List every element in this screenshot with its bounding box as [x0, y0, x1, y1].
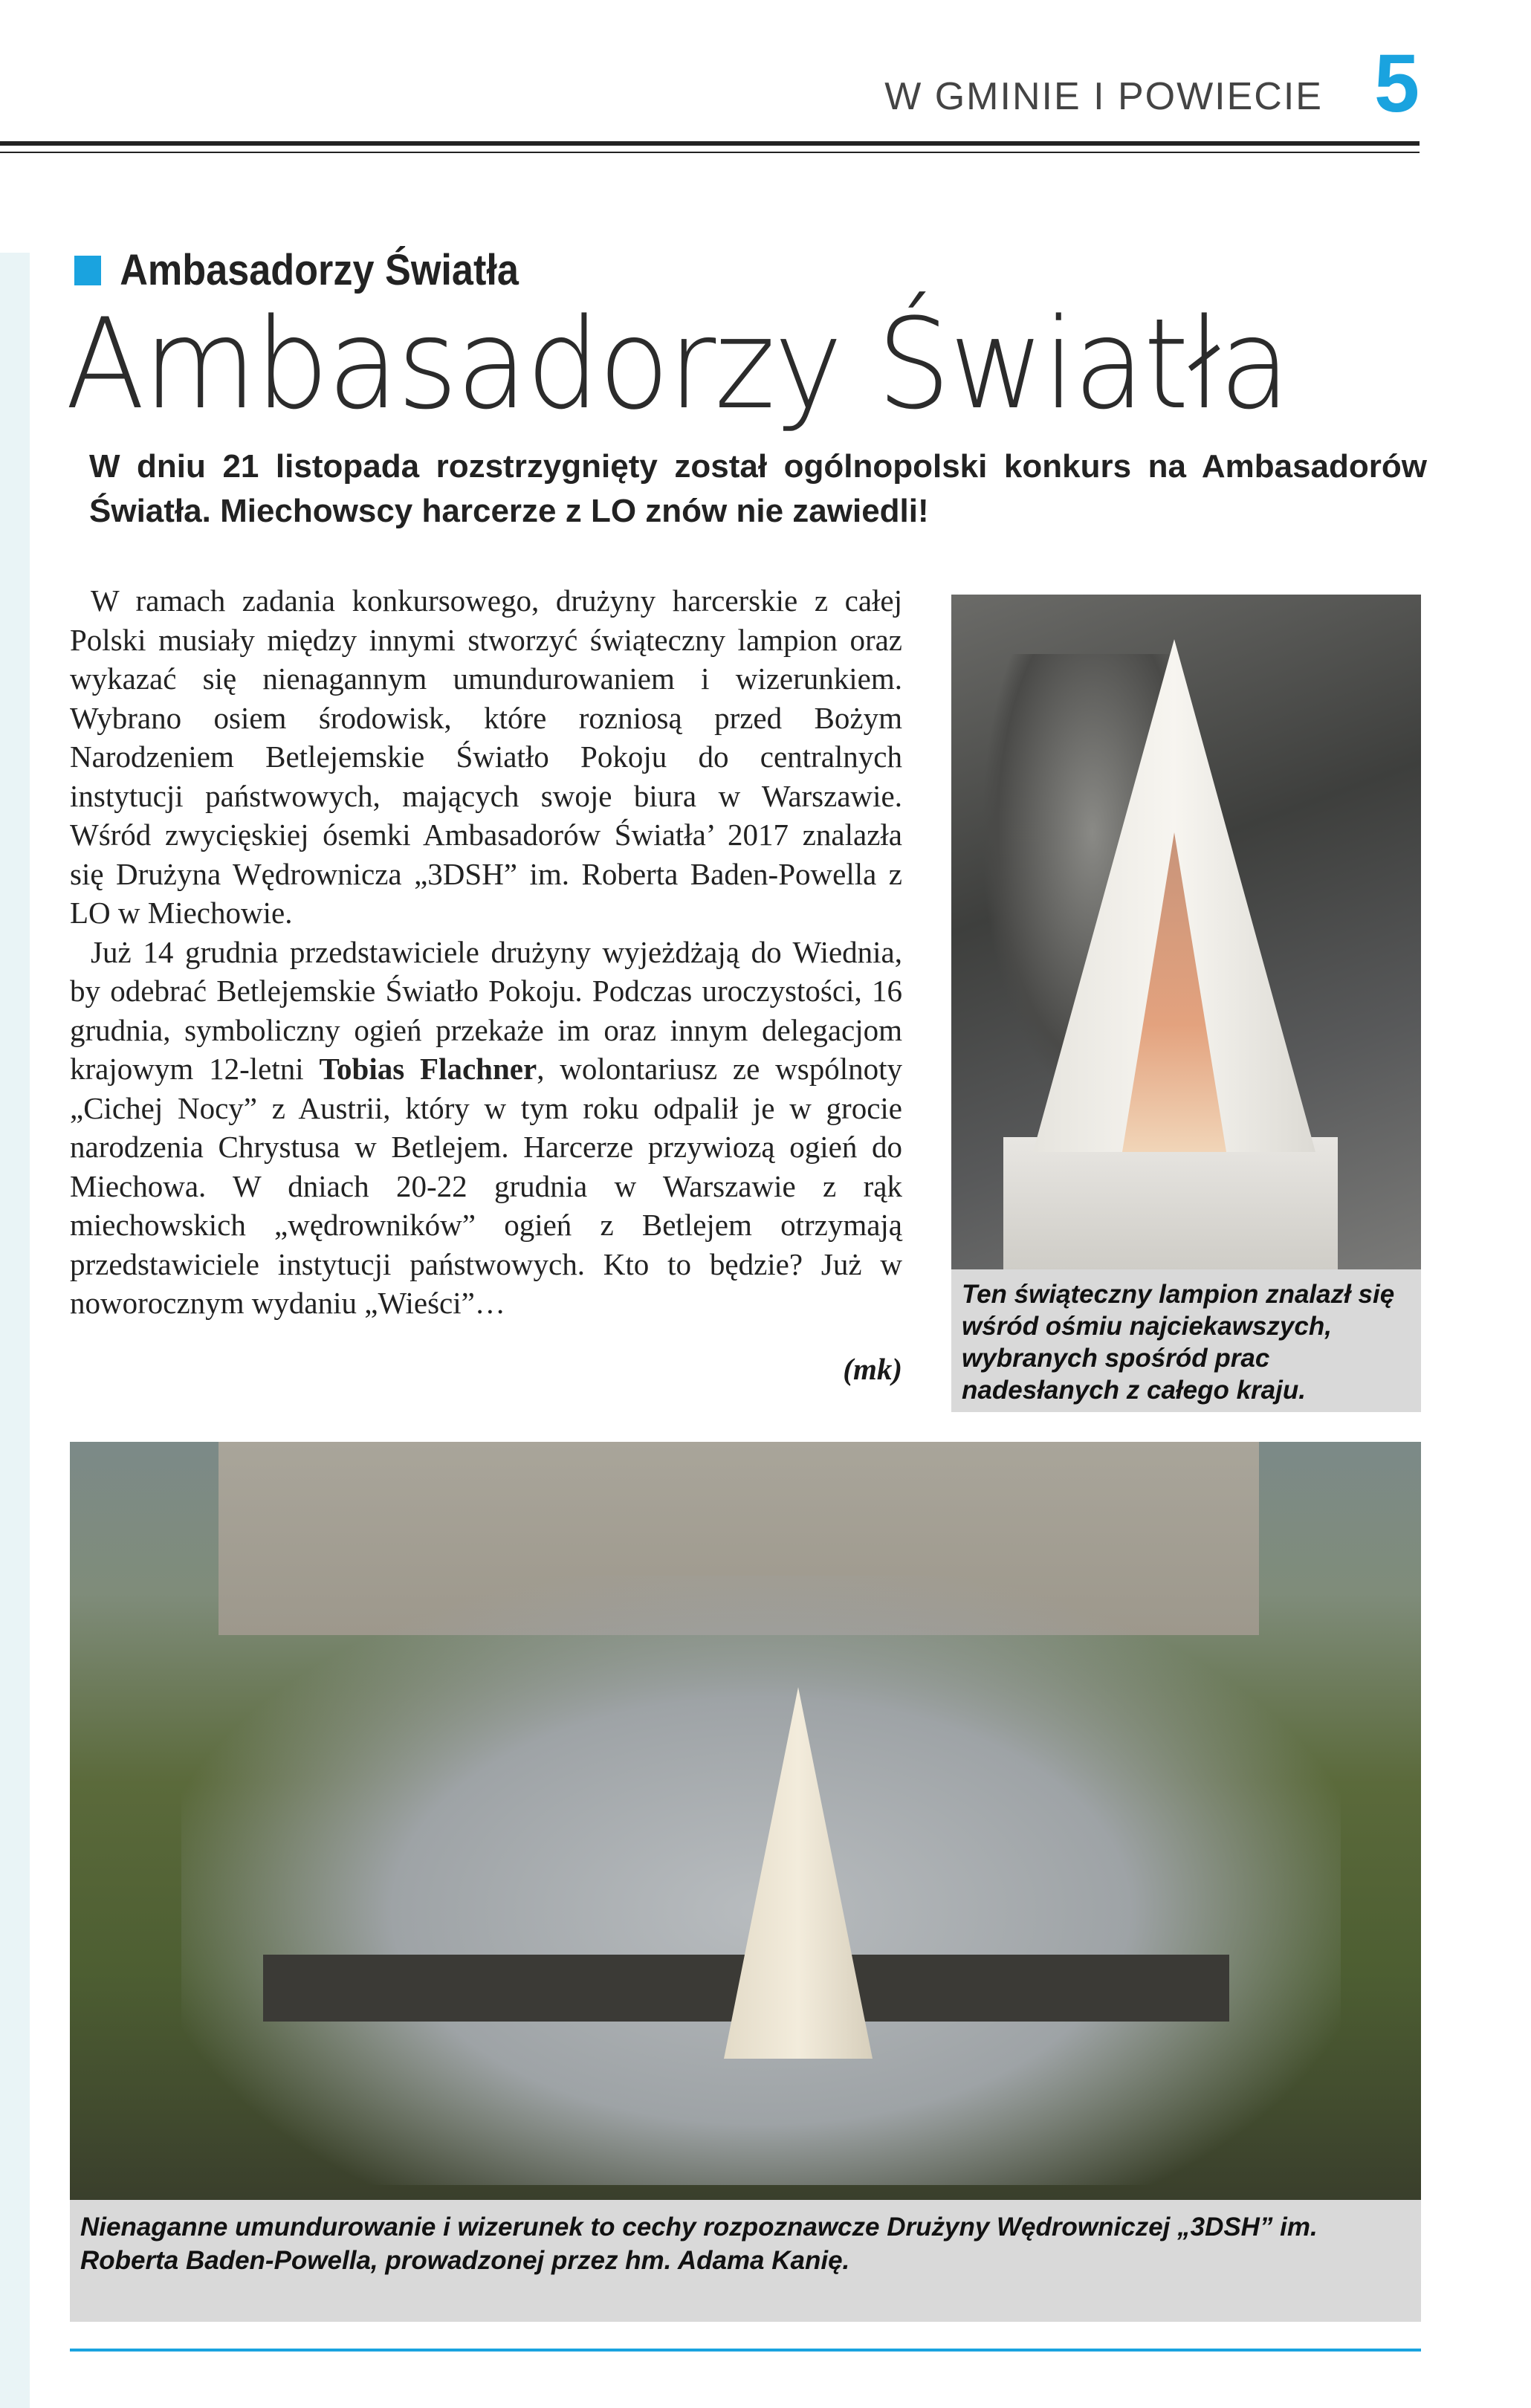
- article-lead: W dniu 21 listopada rozstrzygnięty został ogólnopolski konkurs na Ambasadorów Światła. Miechowscy harcerze z LO znów nie zawiedli!: [89, 448, 1427, 529]
- author-signature: (mk): [843, 1352, 902, 1386]
- kicker-text: Ambasadorzy Światła: [120, 246, 519, 294]
- paragraph-2: [70, 933, 902, 1323]
- person-name: Tobias Flachner: [319, 1052, 537, 1086]
- header-rule: [0, 141, 1420, 153]
- running-head: W GMINIE I POWIECIE: [884, 75, 1323, 118]
- left-margin-strip: [0, 253, 30, 2408]
- kicker-square-icon: [74, 256, 101, 285]
- lantern-base: [1003, 1137, 1338, 1269]
- bottom-rule: [70, 2349, 1421, 2352]
- paragraph-1: W ramach zadania konkursowego, drużyny harcerskie z całej Polski musiały między innymi stworzyć świąteczny lampion oraz wykazać się nienagannym umundurowaniem i wizerunkiem. Wybrano osiem środowisk, które rozniosą przed Bożym Narodzeniem Betlejemskie Światło Pokoju do centralnych instytucji państwowych, mających swoje biura w Warszawie. Wśród zwycięskiej ósemki Ambasadorów Światła’ 2017 znalazła się Drużyna Wędrownicza „3DSH” im. Roberta Baden-Powella z LO w Miechowie.: [70, 583, 902, 930]
- paragraph-2-end: , wolontariusz ze wspólnoty „Cichej Nocy” z Austrii, który w tym roku odpalił je w grocie narodzenia Chrystusa w Betlejem. Harcerze przywiozą ogień do Miechowa. W dniach 20-22 grudnia w Warszawie z rąk miechowskich „wędrowników” ogień z Betlejem otrzymają przedstawiciele instytucji państwowych. Kto to będzie? Już w noworocznym wydaniu „Wieści”…: [70, 1052, 902, 1320]
- paragraph-2-start: Już 14 grudnia przedstawiciele drużyny wyjeżdżają do Wiednia, by odebrać Betlejemskie Światło Pokoju. Podczas uroczystości, 16 grudnia, symboliczny ogień przekaże im oraz innym delegacjom krajowym 12-letni: [70, 934, 902, 1086]
- lantern-photo: [951, 595, 1421, 1269]
- article-title: Ambasadorzy Światła: [65, 291, 1289, 437]
- group-photo-caption: Nienaganne umundurowanie i wizerunek to cechy rozpoznawcze Drużyny Wędrowniczej „3DSH” im. Roberta Baden-Powella, prowadzonej przez hm. Adama Kanię.: [70, 2200, 1421, 2322]
- page-number: 5: [1373, 38, 1420, 129]
- group-photo: [70, 1442, 1421, 2200]
- section-kicker: [74, 245, 519, 295]
- lantern-photo-caption: Ten świąteczny lampion znalazł się wśród ośmiu najciekawszych, wybranych spośród prac nadesłanych z całego kraju.: [951, 1269, 1421, 1412]
- article-body: [70, 581, 902, 1323]
